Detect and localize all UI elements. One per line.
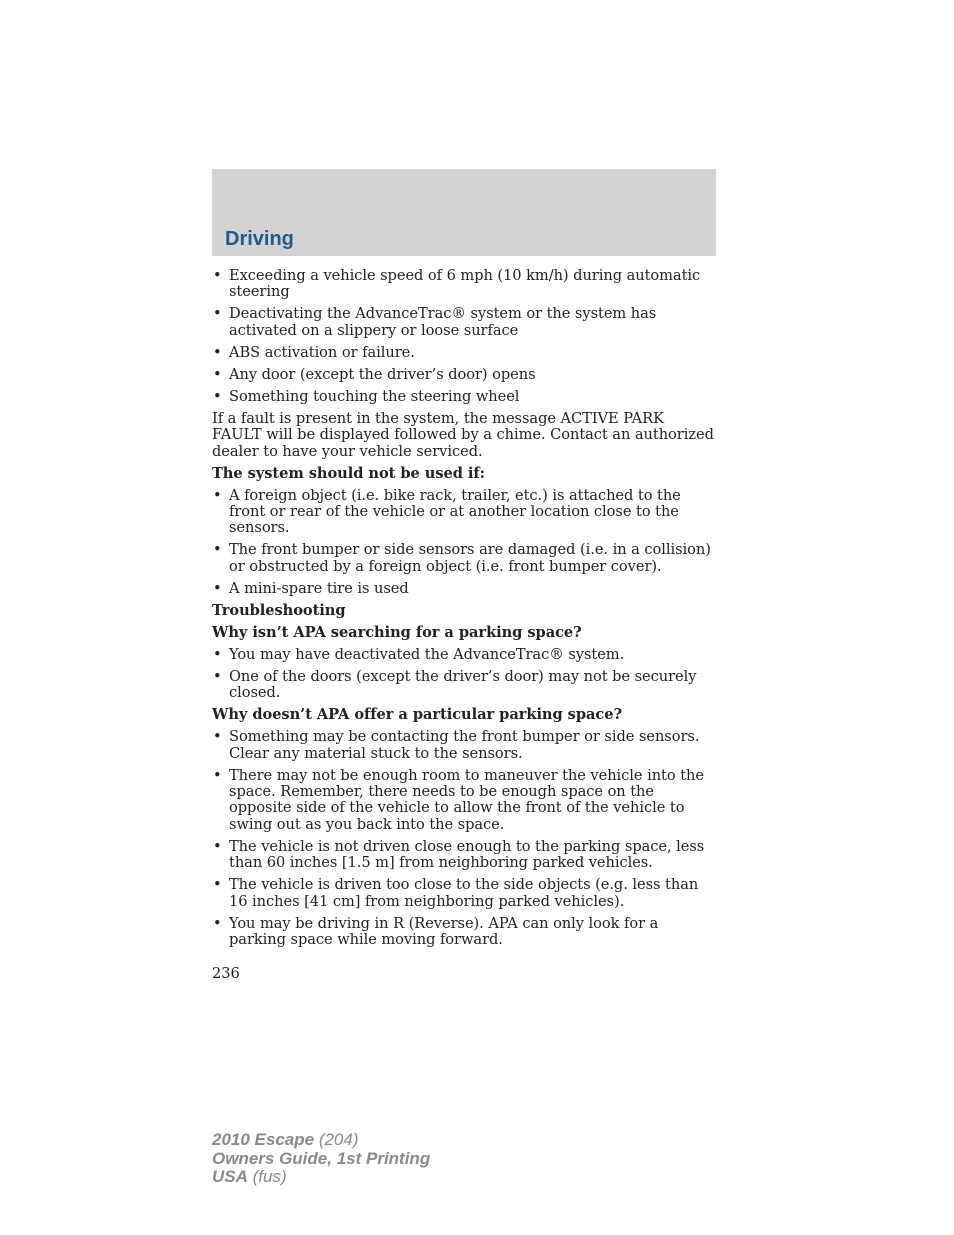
section-title: Driving (225, 228, 294, 250)
list-item: • A mini-spare tire is used (212, 581, 716, 597)
list-item: • The front bumper or side sensors are damaged (i.e. in a collision) or obstructed by a foreign object (i.e. front bumper cover). (212, 542, 716, 575)
footer-market: USA (212, 1167, 248, 1186)
list-item: • You may have deactivated the AdvanceTrac® system. (212, 647, 716, 663)
searching-answers-list (212, 647, 716, 702)
parking-space-answers-list (212, 729, 716, 948)
not-used-list (212, 488, 716, 598)
page-content (212, 268, 716, 982)
list-item: • Exceeding a vehicle speed of 6 mph (10 km/h) during automatic steering (212, 268, 716, 301)
footer-edition: Owners Guide, 1st Printing (212, 1148, 431, 1168)
footer-market-code: (fus) (247, 1167, 287, 1186)
list-item: • You may be driving in R (Reverse). APA can only look for a parking space while moving forward. (212, 916, 716, 949)
footer-line-model (212, 1131, 430, 1150)
document-footer (212, 1131, 430, 1187)
list-item: • There may not be enough room to maneuver the vehicle into the space. Remember, there needs to be enough space on the opposite side of the vehicle to allow the front of the vehicle to swing out as you back into the space. (212, 768, 716, 834)
question-searching: Why isn’t APA searching for a parking space? (212, 623, 582, 641)
list-item: • Something may be contacting the front bumper or side sensors. Clear any material stuck to the sensors. (212, 729, 716, 762)
footer-model: 2010 Escape (212, 1130, 315, 1149)
list-item: • Any door (except the driver’s door) opens (212, 367, 716, 383)
fault-paragraph: If a fault is present in the system, the message ACTIVE PARK FAULT will be displayed followed by a chime. Contact an authorized dealer to have your vehicle serviced. (212, 409, 714, 460)
list-item: • A foreign object (i.e. bike rack, trailer, etc.) is attached to the front or rear of the vehicle or at another location close to the sensors. (212, 488, 716, 537)
auto-steering-cancel-list (212, 268, 716, 405)
list-item: • Something touching the steering wheel (212, 389, 716, 405)
question-parking-space: Why doesn’t APA offer a particular parking space? (212, 706, 622, 724)
list-item: • The vehicle is not driven close enough to the parking space, less than 60 inches [1.5 m] from neighboring parked vehicles. (212, 839, 716, 872)
not-used-heading: The system should not be used if: (212, 464, 485, 482)
list-item: • Deactivating the AdvanceTrac® system or the system has activated on a slippery or loose surface (212, 306, 716, 339)
list-item: • ABS activation or failure. (212, 345, 716, 361)
footer-model-code: (204) (314, 1130, 359, 1149)
footer-line-market (212, 1168, 430, 1187)
page-number: 236 (212, 964, 240, 982)
troubleshooting-heading: Troubleshooting (212, 601, 346, 619)
list-item: • The vehicle is driven too close to the side objects (e.g. less than 16 inches [41 cm] from neighboring parked vehicles). (212, 877, 716, 910)
section-header-band (212, 169, 716, 256)
list-item: • One of the doors (except the driver’s door) may not be securely closed. (212, 669, 716, 702)
